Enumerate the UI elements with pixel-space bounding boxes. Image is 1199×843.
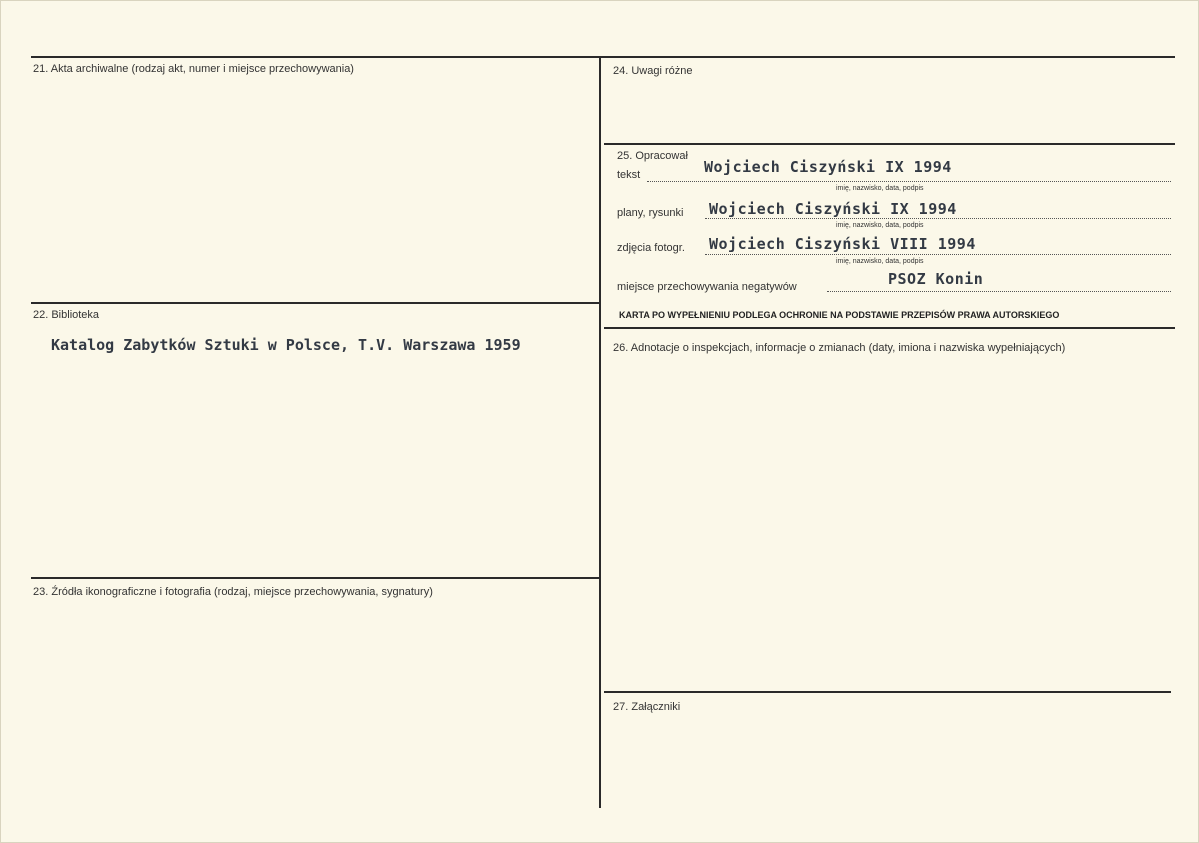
section-23-label: 23. Źródła ikonograficzne i fotografia (rodzaj, miejsce przechowywania, sygnatury)	[33, 586, 433, 598]
plany-line	[705, 218, 1171, 219]
center-divider	[599, 56, 601, 808]
section-22-value: Katalog Zabytków Sztuki w Polsce, T.V. Warszawa 1959	[51, 336, 521, 354]
rule-22-23	[31, 577, 600, 579]
copyright-notice: KARTA PO WYPEŁNIENIU PODLEGA OCHRONIE NA PODSTAWIE PRZEPISÓW PRAWA AUTORSKIEGO	[619, 310, 1060, 320]
tekst-caption: imię, nazwisko, data, podpis	[836, 185, 924, 192]
section-24-label: 24. Uwagi różne	[613, 65, 693, 77]
tekst-value: Wojciech Ciszyński IX 1994	[704, 158, 952, 176]
rule-26-27	[604, 691, 1171, 693]
zdjecia-label: zdjęcia fotogr.	[617, 242, 685, 254]
negatywy-line	[827, 291, 1171, 292]
zdjecia-value: Wojciech Ciszyński VIII 1994	[709, 235, 976, 253]
plany-caption: imię, nazwisko, data, podpis	[836, 222, 924, 229]
plany-label: plany, rysunki	[617, 207, 684, 219]
rule-24-25	[604, 143, 1175, 145]
section-25-label: 25. Opracował	[617, 150, 688, 162]
section-27-label: 27. Załączniki	[613, 701, 681, 713]
tekst-label: tekst	[617, 169, 641, 181]
zdjecia-line	[705, 254, 1171, 255]
section-22-label: 22. Biblioteka	[33, 309, 100, 321]
top-rule	[31, 56, 1175, 58]
rule-25-26	[604, 327, 1175, 329]
tekst-line	[647, 181, 1171, 182]
section-26-label: 26. Adnotacje o inspekcjach, informacje o zmianach (daty, imiona i nazwiska wypełniających)	[613, 342, 1066, 354]
plany-value: Wojciech Ciszyński IX 1994	[709, 200, 957, 218]
negatywy-label: miejsce przechowywania negatywów	[617, 281, 797, 293]
rule-21-22	[31, 302, 600, 304]
negatywy-value: PSOZ Konin	[888, 270, 984, 288]
section-21-label: 21. Akta archiwalne (rodzaj akt, numer i miejsce przechowywania)	[33, 63, 354, 75]
zdjecia-caption: imię, nazwisko, data, podpis	[836, 258, 924, 265]
